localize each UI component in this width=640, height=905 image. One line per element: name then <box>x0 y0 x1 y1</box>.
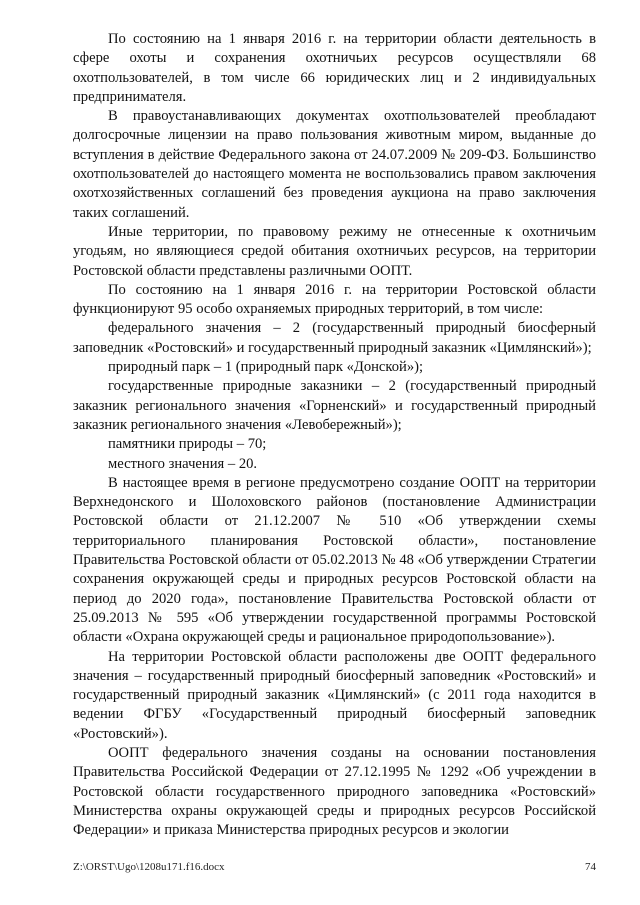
paragraph-planned-oopt: В настоящее время в регионе предусмотрено создание ООПТ на территории Верхнедонского и Шолоховского районов (постановление Администрации Ростовской области от 21.12.2007 № 510 «Об утверждении схемы территориального планирования Ростовской области», постановление Правительства Ростовской области от 05.02.2013 № 48 «Об утверждении Стратегии сохранения окружающей среды и природных ресурсов Ростовской области на период до 2020 года», постановление Правительства Ростовской области от 25.09.2013 № 595 «Об утверждении государственной программы Ростовской области «Охрана окружающей среды и рациональное природопользование»). <box>73 474 596 646</box>
paragraph-licenses: В правоустанавливающих документах охотпользователей преобладают долгосрочные лицензии на право пользования животным миром, выданные до вступления в действие Федерального закона от 24.07.2009 № 209-ФЗ. Большинство охотпользователей до настоящего момента не воспользовались правом заключения охотхозяйственных соглашений без проведения аукциона на право заключения таких соглашений. <box>73 108 596 221</box>
list-item-federal: федерального значения – 2 (государственный природный биосферный заповедник «Ростовский» и государственный природный заказник «Цимлянский»); <box>73 320 596 356</box>
list-item-monuments: памятники природы – 70; <box>108 436 267 453</box>
paragraph-other-territories: Иные территории, по правовому режиму не отнесенные к охотничьим угодьям, но являющиеся средой обитания охотничьих ресурсов, на территории Ростовской области представлены различными ООПТ. <box>73 223 596 279</box>
paragraph-federal-oopt: На территории Ростовской области расположены две ООПТ федерального значения – государственный природный биосферный заповедник «Ростовский» и государственный природный заказник «Цимлянский» (с 2011 года находится в ведении ФГБУ «Государственный природный биосферный заповедник «Ростовский»). <box>73 648 596 742</box>
footer-file-path: Z:\ORST\Ugo\1208u171.f16.docx <box>73 861 225 873</box>
document-body <box>73 30 596 840</box>
list-item-nature-park: природный парк – 1 (природный парк «Донской»); <box>108 359 424 376</box>
footer-page-number: 74 <box>585 861 596 873</box>
list-item-local: местного значения – 20. <box>108 455 258 472</box>
paragraph-hunting-users: По состоянию на 1 января 2016 г. на территории области деятельность в сфере охоты и сохранения охотничьих ресурсов осуществляли 68 охотпользователей, в том числе 66 юридических лиц и 2 индивидуальных предпринимателя. <box>73 31 596 105</box>
list-item-reserves: государственные природные заказники – 2 (государственный природный заказник регионального значения «Горненский» и государственный природный заказник регионального значения «Левобережный»); <box>73 378 596 433</box>
paragraph-oopt-count: По состоянию на 1 января 2016 г. на территории Ростовской области функционируют 95 особо охраняемых природных территорий, в том числе: <box>73 281 596 318</box>
paragraph-federal-basis: ООПТ федерального значения созданы на основании постановления Правительства Российской Федерации от 27.12.1995 № 1292 «Об учреждении в Ростовской области государственного природного заповедника «Ростовский» Министерства охраны окружающей среды и природных ресурсов Российской Федерации» и приказа Министерства природных ресурсов и экологии <box>73 744 596 839</box>
